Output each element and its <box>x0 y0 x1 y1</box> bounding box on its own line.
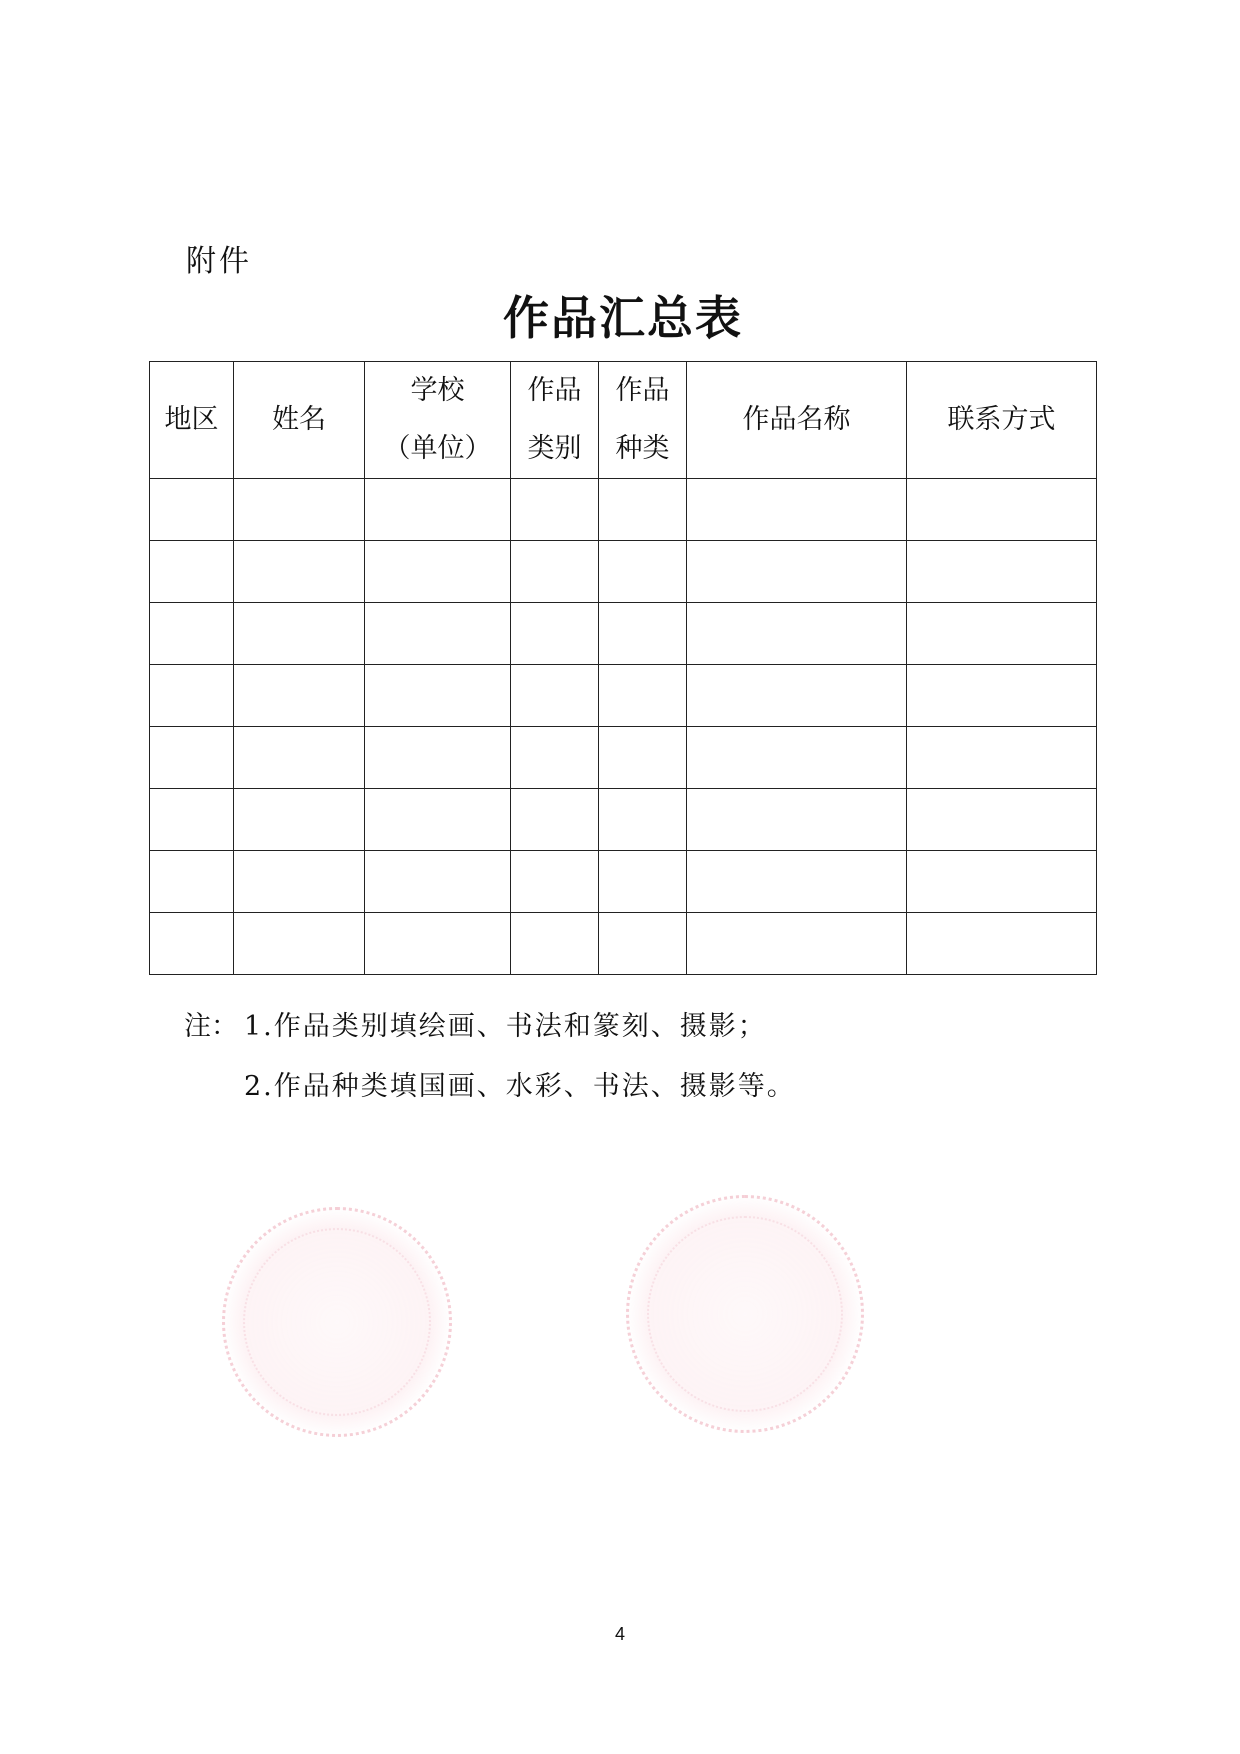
header-region: 地区 <box>150 362 234 479</box>
notes-prefix: 注： <box>184 1011 238 1042</box>
table-cell <box>599 851 687 913</box>
table-cell <box>687 479 907 541</box>
table-row <box>150 541 1097 603</box>
table-cell <box>511 913 599 975</box>
table-cell <box>599 913 687 975</box>
table-cell <box>687 851 907 913</box>
table-row <box>150 913 1097 975</box>
table-cell <box>907 665 1097 727</box>
table-cell <box>511 603 599 665</box>
table-cell <box>234 603 365 665</box>
faded-seal-right <box>626 1195 864 1433</box>
table-cell <box>511 851 599 913</box>
table-row <box>150 789 1097 851</box>
table-cell <box>907 851 1097 913</box>
note-line-2: 2.作品种类填国画、水彩、书法、摄影等。 <box>244 1071 796 1102</box>
header-work-category: 作品 类别 <box>511 362 599 479</box>
document-title: 作品汇总表 <box>503 291 743 345</box>
table-row <box>150 727 1097 789</box>
table-cell <box>150 727 234 789</box>
table-cell <box>365 727 511 789</box>
table-cell <box>599 479 687 541</box>
table-cell <box>687 541 907 603</box>
table-cell <box>234 479 365 541</box>
table-cell <box>907 603 1097 665</box>
summary-table <box>149 361 1097 975</box>
table-cell <box>599 789 687 851</box>
table-cell <box>907 913 1097 975</box>
table-cell <box>234 913 365 975</box>
note-line-1: 1.作品类别填绘画、书法和篆刻、摄影； <box>244 1011 767 1042</box>
header-work-type: 作品 种类 <box>599 362 687 479</box>
table-cell <box>687 603 907 665</box>
table-cell <box>599 603 687 665</box>
table-cell <box>150 665 234 727</box>
table-cell <box>511 479 599 541</box>
table-cell <box>687 913 907 975</box>
table-cell <box>511 727 599 789</box>
table-cell <box>365 479 511 541</box>
table-cell <box>599 727 687 789</box>
table-cell <box>907 789 1097 851</box>
faded-seal-right-ring <box>647 1216 843 1412</box>
table-cell <box>150 541 234 603</box>
table-cell <box>234 727 365 789</box>
table-cell <box>365 913 511 975</box>
table-row <box>150 665 1097 727</box>
table-cell <box>907 541 1097 603</box>
table-cell <box>907 479 1097 541</box>
header-contact: 联系方式 <box>907 362 1097 479</box>
table-cell <box>234 665 365 727</box>
header-name: 姓名 <box>234 362 365 479</box>
table-cell <box>511 789 599 851</box>
table-cell <box>150 603 234 665</box>
header-work-title: 作品名称 <box>687 362 907 479</box>
table-cell <box>511 665 599 727</box>
table-cell <box>150 479 234 541</box>
table-cell <box>687 789 907 851</box>
table-cell <box>150 851 234 913</box>
table-cell <box>687 727 907 789</box>
table-cell <box>365 789 511 851</box>
table-body <box>150 479 1097 975</box>
table-cell <box>234 541 365 603</box>
table-cell <box>599 541 687 603</box>
table-row <box>150 851 1097 913</box>
attachment-label: 附件 <box>186 244 252 279</box>
table-cell <box>511 541 599 603</box>
table-cell <box>150 913 234 975</box>
table-cell <box>234 851 365 913</box>
table-header-row <box>150 362 1097 479</box>
table-row <box>150 603 1097 665</box>
header-school: 学校 （单位） <box>365 362 511 479</box>
page-number: 4 <box>614 1624 625 1644</box>
table-cell <box>365 541 511 603</box>
table-cell <box>907 727 1097 789</box>
table-cell <box>365 603 511 665</box>
table-cell <box>150 789 234 851</box>
faded-seal-left <box>222 1207 452 1437</box>
faded-seal-left-ring <box>243 1228 431 1416</box>
table-cell <box>234 789 365 851</box>
table-cell <box>599 665 687 727</box>
table-cell <box>365 851 511 913</box>
table-row <box>150 479 1097 541</box>
table-cell <box>687 665 907 727</box>
table-cell <box>365 665 511 727</box>
